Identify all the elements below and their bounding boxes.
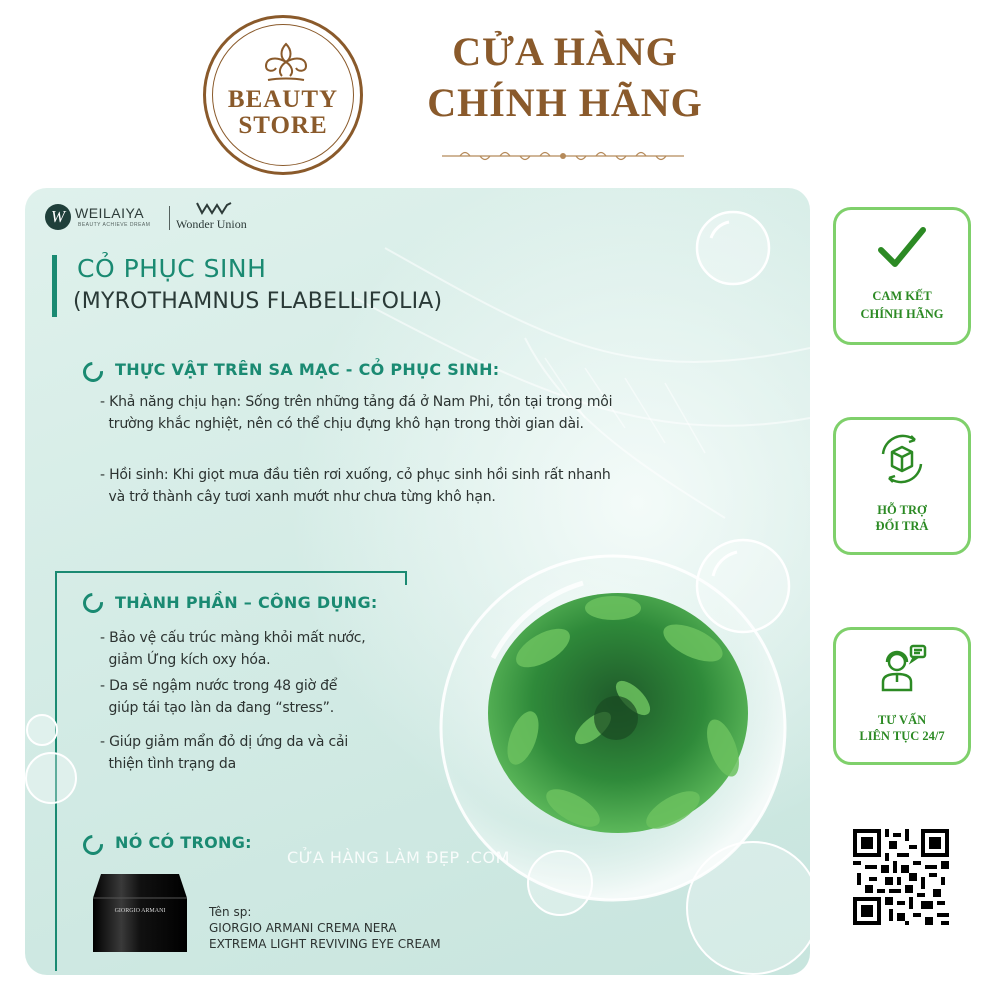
badge-label-line1: HỖ TRỢ [877,503,927,517]
product-jar-image [87,868,193,958]
weilaiya-logo: W [45,204,71,230]
bullet-text-line: giảm Ứng kích oxy hóa. [100,652,271,668]
water-bubble-icon [525,848,595,918]
product-label: Tên sp: [209,905,252,919]
bullet-text-line: và trở thành cây tươi xanh mướt như chưa từng khô hạn. [100,489,496,505]
section2-frame [405,571,407,585]
jar-label-text: GIORGIO ARMANI [114,908,166,914]
support-agent-icon [875,642,929,696]
product-name-line2: EXTREMA LIGHT REVIVING EYE CREAM [209,937,441,951]
qr-code-icon [853,829,949,925]
partner-name: Wonder Union [176,217,247,231]
bullet-text-line: - Khả năng chịu hạn: Sống trên những tảng đá ở Nam Phi, tồn tại trong môi [100,394,613,410]
brand-name: WEILAIYA [75,205,145,221]
section2-bullet-3 [100,731,430,775]
ingredient-latin-name: (MYROTHAMNUS FLABELLIFOLIA) [73,289,443,314]
brand-tagline: BEAUTY ACHIEVE DREAM [78,222,151,228]
badge-label-line1: CAM KẾT [872,289,932,303]
section2-bullet-1 [100,627,430,671]
vine-divider-icon [440,148,686,164]
water-bubble-icon [693,208,773,288]
ingredient-title: CỎ PHỤC SINH [77,254,267,283]
section1-bullet-2 [100,464,720,508]
water-bubble-icon [25,750,81,806]
store-logo [203,15,363,175]
bullet-text-line: - Da sẽ ngậm nước trong 48 giờ để [100,678,338,694]
bullet-text-line: thiện tình trạng da [100,756,236,772]
badge-return-support [833,417,971,555]
bullet-text-line: - Hồi sinh: Khi giọt mưa đầu tiên rơi xuống, cỏ phục sinh hồi sinh rất nhanh [100,467,611,483]
checkmark-icon [875,222,929,276]
product-info [209,904,441,952]
wonder-union-logo-icon [195,200,233,216]
logo-text-line2: STORE [238,112,328,139]
badge-label-line2: ĐỔI TRẢ [875,519,929,533]
logo-text-line1: BEAUTY [227,86,339,113]
return-box-icon [875,432,929,486]
section1-bullet-1 [100,391,720,435]
product-name-line1: GIORGIO ARMANI CREMA NERA [209,921,397,935]
badge-authentic [833,207,971,345]
store-title [395,26,735,128]
section2-bullet-2 [100,675,430,719]
section2-frame [55,571,407,573]
watermark-text: CỬA HÀNG LÀM ĐẸP .COM [287,848,510,867]
section3-heading: NÓ CÓ TRONG: [115,833,252,852]
ornament-icon [254,40,318,86]
badge-label-line2: LIÊN TỤC 24/7 [859,729,945,743]
section2-heading: THÀNH PHẦN – CÔNG DỤNG: [115,593,378,612]
ingredient-card [25,188,810,975]
water-bubble-icon [675,828,810,975]
title-accent-bar [52,255,57,317]
water-bubble-icon [693,536,793,636]
badge-label-line1: TƯ VẤN [877,713,927,727]
water-bubble-icon [25,713,59,747]
store-title-line1: CỬA HÀNG [452,29,678,74]
badge-label-line2: CHÍNH HÃNG [860,307,944,321]
bullet-text-line: giúp tái tạo làn da đang “stress”. [100,700,334,716]
badge-consulting [833,627,971,765]
section1-heading: THỰC VẬT TRÊN SA MẠC - CỎ PHỤC SINH: [115,360,500,379]
bullet-text-line: - Bảo vệ cấu trúc màng khỏi mất nước, [100,630,366,646]
store-title-line2: CHÍNH HÃNG [427,80,703,125]
brand-separator [169,206,170,230]
bullet-text-line: trường khắc nghiệt, nên có thể chịu đựng khô hạn trong thời gian dài. [100,416,584,432]
bullet-text-line: - Giúp giảm mẩn đỏ dị ứng da và cải [100,734,349,750]
